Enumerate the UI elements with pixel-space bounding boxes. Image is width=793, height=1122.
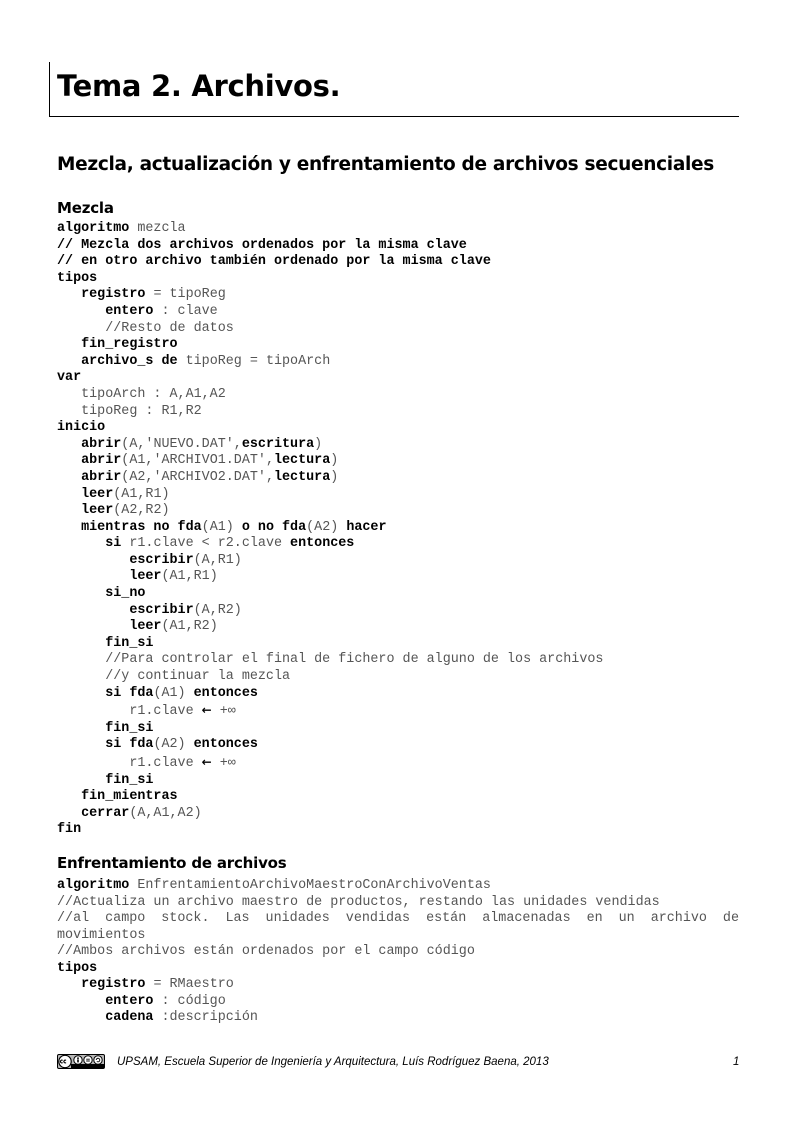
code-line: entero : clave: [105, 303, 218, 319]
code-block-mezcla: [57, 221, 739, 839]
section-title: Mezcla, actualización y enfrentamiento de archivos secuenciales: [57, 154, 715, 175]
code-line: inicio: [57, 420, 106, 436]
code-line: tipos: [57, 270, 98, 286]
code-line: var: [57, 370, 82, 386]
page-title: Tema 2. Archivos.: [57, 69, 341, 103]
code-line: //Ambos archivos están ordenados por el campo código: [57, 944, 475, 959]
code-line: abrir(A2,'ARCHIVO2.DAT',lectura): [81, 469, 339, 485]
code-line: fin: [57, 822, 82, 838]
title-vertical-rule: [49, 62, 50, 117]
code-line: fin_mientras: [81, 789, 178, 805]
code-line: si_no: [105, 586, 146, 602]
subsection-enfrentamiento-title: Enfrentamiento de archivos: [57, 854, 287, 872]
page-number: 1: [733, 1056, 740, 1068]
code-line: tipos: [57, 960, 98, 976]
code-line: cadena :descripción: [105, 1010, 258, 1026]
code-line: // Mezcla dos archivos ordenados por la misma clave: [57, 237, 467, 253]
title-horizontal-rule: [49, 116, 739, 117]
assignment-arrow-icon: ←: [201, 755, 212, 769]
code-line: si fda(A2) entonces: [105, 737, 258, 753]
code-line: fin_si: [105, 720, 154, 736]
code-line: escribir(A,R1): [129, 552, 242, 568]
code-line: abrir(A1,'ARCHIVO1.DAT',lectura): [81, 453, 339, 469]
code-line: r1.clave ← +∞: [57, 755, 236, 771]
code-line: leer(A1,R1): [129, 569, 218, 585]
code-line: si r1.clave < r2.clave entonces: [105, 536, 355, 552]
assignment-arrow-icon: ←: [201, 703, 212, 718]
code-line: //y continuar la mezcla: [57, 669, 291, 685]
code-line: registro = tipoReg: [81, 287, 226, 303]
code-line: escribir(A,R2): [129, 602, 242, 618]
code-line: fin_si: [105, 772, 154, 788]
code-line: leer(A2,R2): [81, 503, 170, 519]
code-block-enfrentamiento-head: [57, 878, 739, 911]
code-line: //Actualiza un archivo maestro de productos, restando las unidades vendidas: [57, 894, 660, 910]
code-line: algoritmo EnfrentamientoArchivoMaestroConArchivoVentas: [57, 878, 491, 893]
code-line: archivo_s de tipoReg = tipoArch: [81, 353, 331, 369]
code-line: // en otro archivo también ordenado por la misma clave: [57, 254, 491, 270]
subsection-mezcla-title: Mezcla: [57, 199, 114, 217]
code-line: tipoArch : A,A1,A2: [57, 386, 226, 402]
code-line: r1.clave ← +∞: [57, 703, 236, 720]
code-comment-wrapped: //al campo stock. Las unidades vendidas están almacenadas en un archivo de movimientos: [57, 911, 739, 943]
footer-text: UPSAM, Escuela Superior de Ingeniería y Arquitectura, Luís Rodríguez Baena, 2013: [117, 1056, 549, 1068]
code-line: registro = RMaestro: [81, 977, 234, 993]
code-line: si fda(A1) entonces: [105, 685, 258, 701]
code-block-enfrentamiento-tail: [57, 944, 739, 1027]
code-line: fin_si: [105, 635, 154, 651]
code-line: //Resto de datos: [57, 320, 234, 336]
code-line: algoritmo mezcla: [57, 221, 186, 236]
code-line: mientras no fda(A1) o no fda(A2) hacer: [81, 519, 387, 535]
code-line: leer(A1,R1): [81, 486, 170, 502]
code-line: leer(A1,R2): [129, 619, 218, 635]
code-line: fin_registro: [81, 337, 178, 353]
creative-commons-license-icon: [57, 1054, 105, 1069]
code-line: entero : código: [105, 993, 226, 1009]
code-line: //Para controlar el final de fichero de alguno de los archivos: [57, 652, 604, 668]
code-line: abrir(A,'NUEVO.DAT',escritura): [81, 436, 323, 452]
code-line: tipoReg : R1,R2: [57, 403, 202, 419]
code-line: cerrar(A,A1,A2): [81, 805, 202, 821]
